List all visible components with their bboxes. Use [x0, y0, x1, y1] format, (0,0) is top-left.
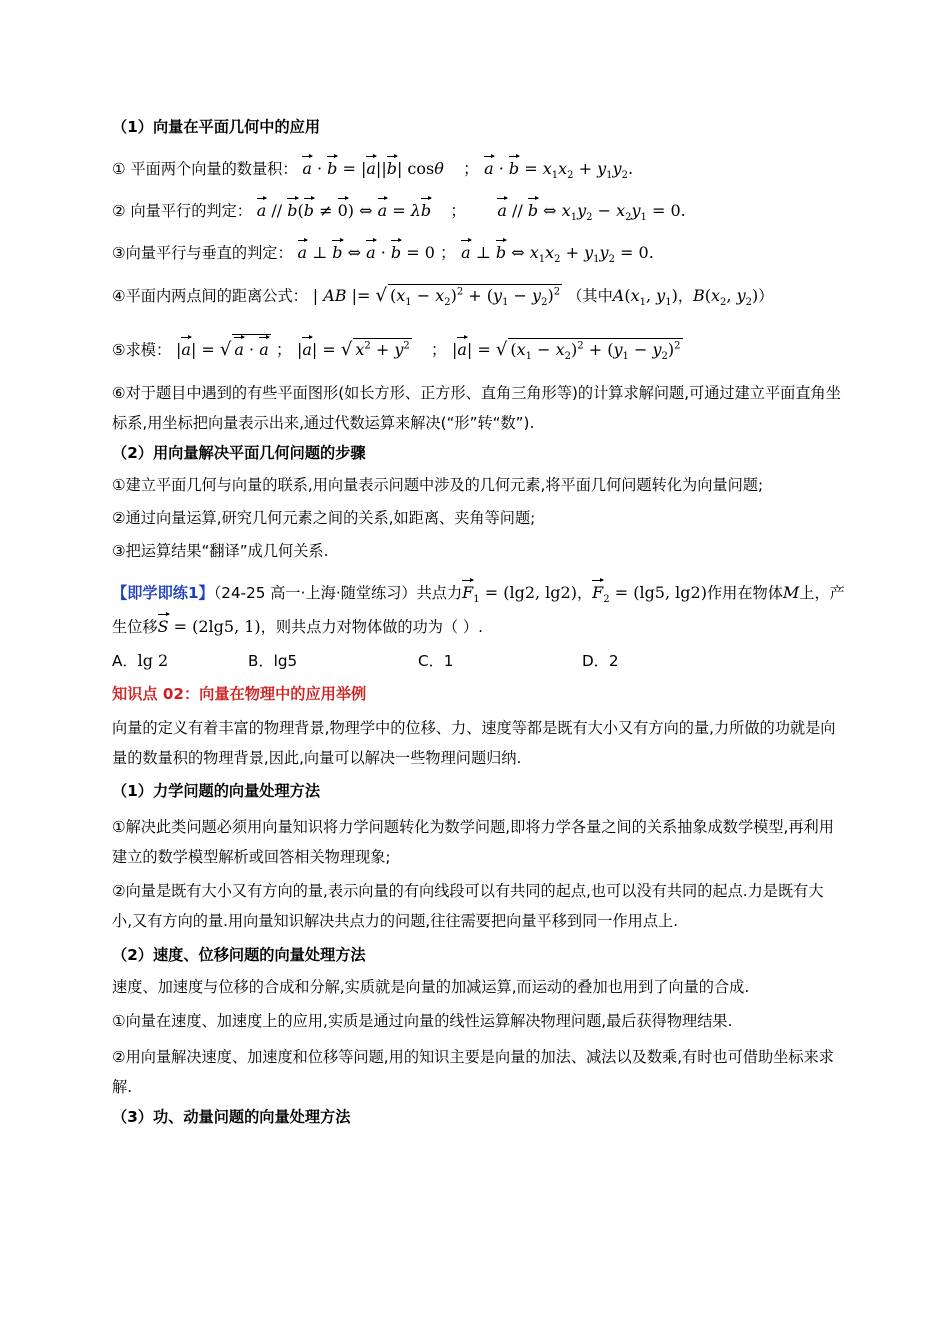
exercise-text-c: 上，产	[799, 584, 845, 602]
exercise-line-1: 【即学即练1】（24-25 高一·上海·随堂练习）共点力$F_1 = (\lg 2$, lg2)，$F_2 = (\lg 5$, lg2)作用在物体M上，产	[112, 578, 842, 604]
object-m: M	[782, 583, 800, 602]
item-4-note-close: ）	[758, 287, 774, 305]
formula-perpendicular: a ⊥ b ⇔ a · b = 0 ； a ⊥ b ⇔ $x_1x_2 + y_1y_2 = 0$.	[298, 243, 654, 262]
item-4-label: ④平面内两点间的距离公式：	[112, 287, 308, 305]
formula-dot-product: a · b = |a||b| cosθ ； $a \cdot b = x_1x_2 + y_1y_2$.	[302, 159, 633, 178]
item-2-label: ② 向量平行的判定：	[112, 202, 252, 220]
force-f2: $F_2 = (\lg 5$, lg2)	[592, 583, 707, 602]
option-b[interactable]: B．lg5	[248, 652, 298, 670]
exercise-text-a: 共点力	[416, 584, 463, 602]
item-3-perpendicular	[112, 238, 842, 264]
section-2-title: （2）用向量解决平面几何问题的步骤	[112, 444, 366, 462]
item-1-dot-product	[112, 154, 842, 180]
physics-2-item-2: ①向量在速度、加速度上的应用,实质是通过向量的线性运算解决物理问题,最后获得物理结果.	[112, 1012, 733, 1030]
item-1-label: ① 平面两个向量的数量积：	[112, 160, 298, 178]
displacement-s: S = (2lg5, 1)	[158, 617, 261, 636]
exercise-options	[112, 650, 842, 672]
step-1: ①建立平面几何与向量的联系,用向量表示问题中涉及的几何元素,将平面几何问题转化为向量问题;	[112, 476, 764, 494]
item-6-coordinate-method: ⑥对于题目中遇到的有些平面图形(如长方形、正方形、直角三角形等)的计算求解问题,可通过建立平面直角坐标系,用坐标把向量表示出来,通过代数运算来解决(“形”转“数”).	[112, 384, 841, 432]
force-f1: $F_1 = (\lg 2$, lg2)	[462, 583, 577, 602]
option-a[interactable]: A．lg 2	[112, 651, 169, 670]
section-1-title: （1）向量在平面几何中的应用	[112, 118, 321, 136]
item-2-parallel	[112, 196, 842, 222]
option-d[interactable]: D．2	[582, 652, 619, 670]
knowledge-point-2-title: 知识点 02：向量在物理中的应用举例	[112, 685, 367, 703]
knowledge-point-2-intro: 向量的定义有着丰富的物理背景,物理学中的位移、力、速度等都是既有大小又有方向的量,力所做的功就是向量的数量积的物理背景,因此,向量可以解决一些物理问题归纳.	[112, 719, 836, 767]
physics-2-title: （2）速度、位移问题的向量处理方法	[112, 946, 366, 964]
exercise-text-d: 生位移	[112, 618, 158, 636]
physics-1-item-1: ①解决此类问题必须用向量知识将力学问题转化为数学问题,即将力学各量之间的关系抽象成数学模型,再利用建立的数学模型解析或回答相关物理现象;	[112, 818, 834, 866]
physics-3-title: （3）功、动量问题的向量处理方法	[112, 1108, 351, 1126]
physics-1-item-2: ②向量是既有大小又有方向的量,表示向量的有向线段可以有共同的起点,也可以没有共同的起点.力是既有大小,又有方向的量.用向量知识解决共点力的问题,往往需要把向量平移到同一作用点上.	[112, 882, 824, 930]
formula-distance: | AB |= √ $(x_1 - x_2)^2 + (y_1 - y_2)^2$	[312, 285, 561, 309]
physics-1-title: （1）力学问题的向量处理方法	[112, 782, 321, 800]
item-5-modulus	[112, 334, 842, 361]
point-a: $A(x_1$, $y_1$)	[612, 286, 678, 309]
exercise-line-2	[112, 612, 842, 638]
item-4-note-open: （其中	[567, 287, 613, 305]
step-2: ②通过向量运算,研究几何元素之间的关系,如距离、夹角等问题;	[112, 509, 536, 527]
option-c[interactable]: C．1	[418, 652, 454, 670]
physics-2-item-1: 速度、加速度与位移的合成和分解,实质就是向量的加减运算,而运动的叠加也用到了向量的合成.	[112, 978, 750, 996]
step-3: ③把运算结果“翻译”成几何关系.	[112, 542, 329, 560]
item-3-label: ③向量平行与垂直的判定：	[112, 244, 293, 262]
item-5-label: ⑤求模：	[112, 341, 172, 359]
point-b: $B(x_2$, $y_2$)	[693, 286, 759, 309]
physics-2-item-3: ②用向量解决速度、加速度和位移等问题,用的知识主要是向量的加法、减法以及数乘,有时也可借助坐标来求解.	[112, 1048, 834, 1096]
formula-parallel: a // b(b ≠ 0) ⇔ a = λb ； a // b ⇔ $x_1y_2 - x_2y_1 = 0$.	[257, 201, 686, 220]
exercise-source: （24-25 高一·上海·随堂练习）	[213, 584, 417, 602]
exercise-text-e: ，则共点力对物体做的功为（ ）.	[260, 618, 483, 636]
exercise-tag: 【即学即练1】	[112, 584, 214, 602]
item-4-distance: ④平面内两点间的距离公式： | AB |= √ $(x_1 - x_2)^2 + (y_1 - y_2)^2$ （其中$A(x_1$, $y_1$)，$B(x_2$, $y_2$)）	[112, 285, 774, 309]
exercise-text-b: 作用在物体	[706, 584, 783, 602]
formula-modulus: |a| = √ a · a ； |a| = √ $x^2 + y^2$ ； |a| = √ $(x_1 - x_2)^2 + (y_1 - y_2)^2$	[176, 340, 682, 359]
